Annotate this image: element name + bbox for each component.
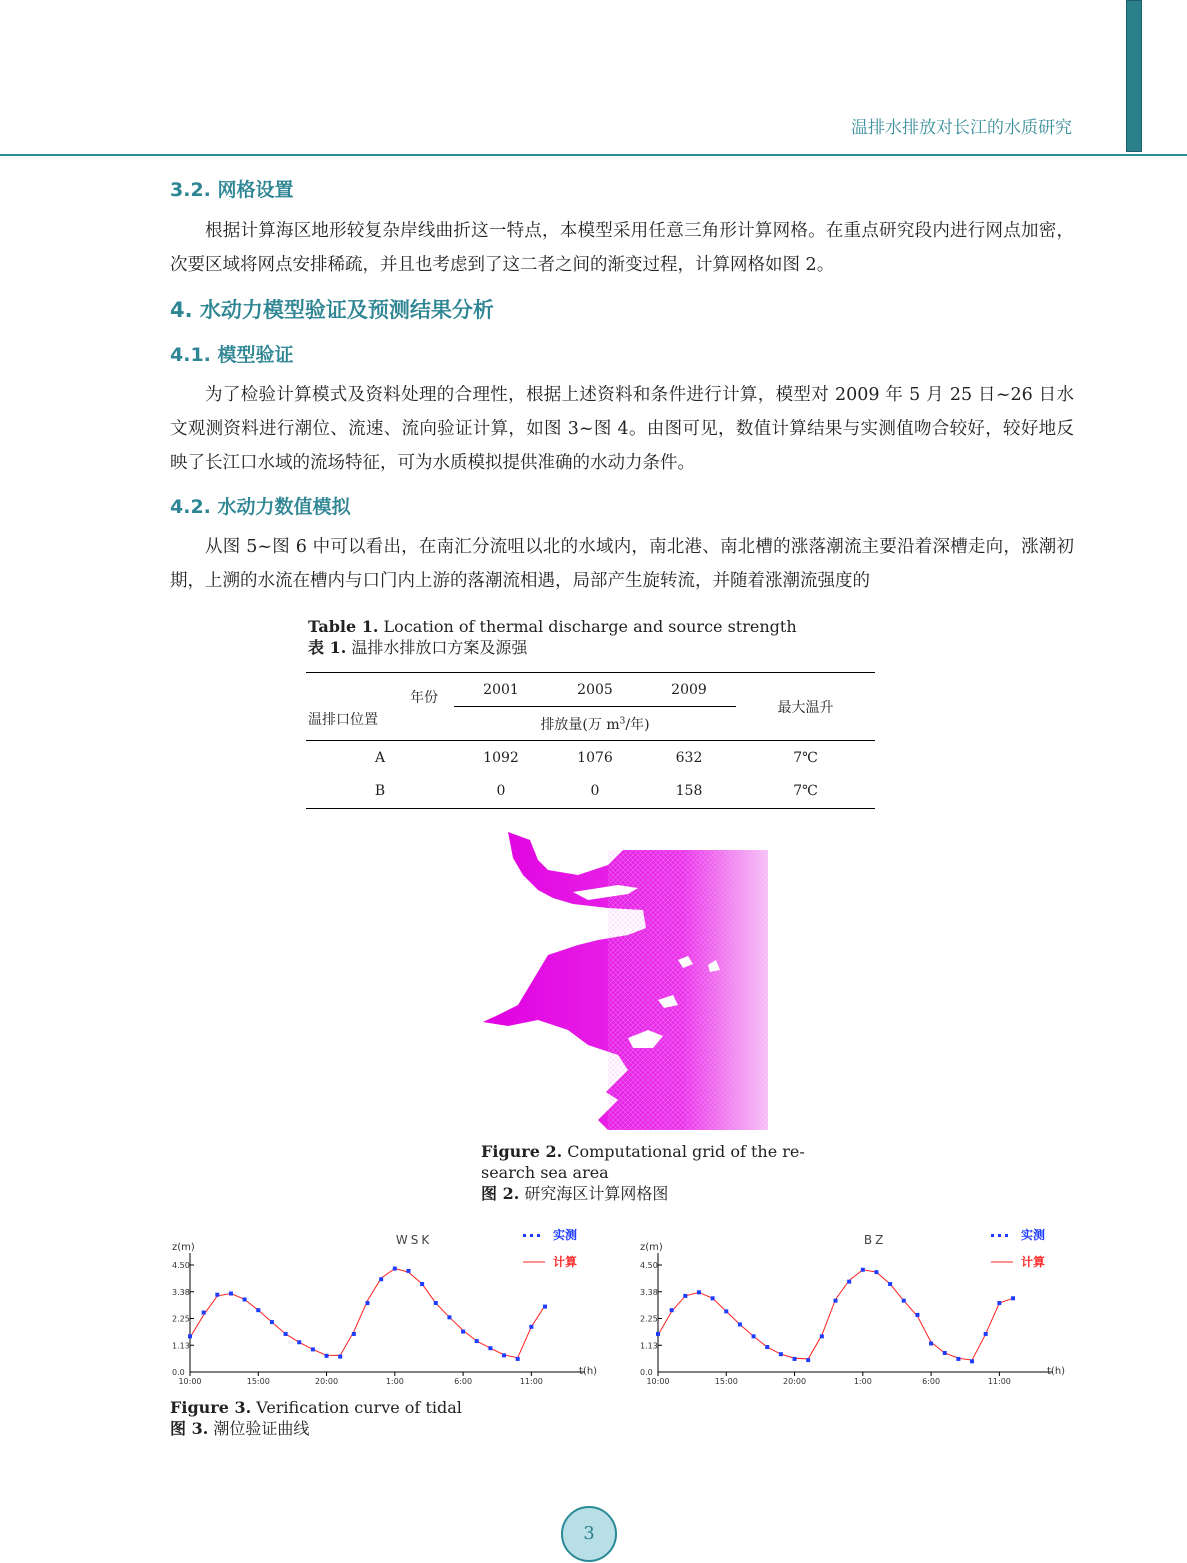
- y-tick-label: 1.13: [640, 1341, 658, 1351]
- legend-marker-observed: [523, 1234, 526, 1237]
- data-point-observed: [874, 1270, 878, 1274]
- para-3-2: 根据计算海区地形较复杂岸线曲折这一特点，本模型采用任意三角形计算网格。在重点研究段内进行网点加密，次要区域将网点安排稀疏，并且也考虑到了这二者之间的渐变过程，计算网格如图 2。: [170, 221, 1074, 275]
- y-tick-label: 4.50: [172, 1261, 190, 1270]
- figure3-caption-en: Figure 3. Verification curve of tidal: [170, 1398, 462, 1417]
- data-point-observed: [820, 1334, 824, 1338]
- data-point-observed: [338, 1355, 342, 1359]
- figure2-caption-en: Figure 2. Computational grid of the re-: [481, 1142, 805, 1161]
- page-number: 3: [561, 1506, 617, 1562]
- y-axis-label: z(m): [640, 1242, 663, 1253]
- data-point-observed: [902, 1299, 906, 1303]
- data-point-observed: [929, 1341, 933, 1345]
- data-point-observed: [915, 1313, 919, 1317]
- data-point-observed: [970, 1359, 974, 1363]
- series-line-computed: [190, 1269, 545, 1358]
- legend-label-computed: 计算: [553, 1255, 578, 1269]
- legend-marker-observed: [530, 1234, 533, 1237]
- heading-4-1: 4.1. 模型验证: [170, 344, 294, 366]
- table1: [306, 672, 875, 809]
- y-tick-label: 0.0: [172, 1368, 185, 1377]
- grid-mesh-overlay: [608, 850, 768, 1130]
- data-point-observed: [543, 1305, 547, 1309]
- tidal-chart-bz: [636, 1222, 1086, 1392]
- data-point-observed: [420, 1282, 424, 1286]
- series-line-computed: [658, 1270, 1013, 1360]
- figure2-caption: [481, 1141, 805, 1204]
- data-point-observed: [888, 1282, 892, 1286]
- data-point-observed: [297, 1340, 301, 1344]
- figure3-caption: [170, 1397, 462, 1439]
- table1-year: 2005: [548, 673, 642, 707]
- table1-caption-en: Table 1. Location of thermal discharge and source strength: [308, 617, 797, 636]
- table1-last-header: 最大温升: [777, 699, 834, 716]
- data-point-observed: [834, 1299, 838, 1303]
- data-point-observed: [393, 1267, 397, 1271]
- data-point-observed: [656, 1332, 660, 1336]
- data-point-observed: [488, 1346, 492, 1350]
- x-tick-label: 1:00: [853, 1377, 872, 1386]
- y-tick-label: 1.13: [172, 1341, 190, 1351]
- legend-label-computed: 计算: [1021, 1255, 1046, 1269]
- data-point-observed: [502, 1353, 506, 1357]
- data-point-observed: [325, 1354, 329, 1358]
- data-point-observed: [311, 1347, 315, 1351]
- y-tick-label: 3.38: [172, 1287, 190, 1297]
- data-point-observed: [229, 1292, 233, 1296]
- x-axis-label: t(h): [579, 1366, 598, 1377]
- data-point-observed: [997, 1301, 1001, 1305]
- data-point-observed: [984, 1332, 988, 1336]
- figure2-caption-en-2: search sea area: [481, 1163, 609, 1182]
- legend-marker-observed: [998, 1234, 1001, 1237]
- data-point-observed: [379, 1277, 383, 1281]
- heading-4-2: 4.2. 水动力数值模拟: [170, 496, 351, 518]
- data-point-observed: [529, 1325, 533, 1329]
- y-tick-label: 0.0: [640, 1368, 653, 1377]
- data-point-observed: [765, 1345, 769, 1349]
- data-point-observed: [447, 1315, 451, 1319]
- data-point-observed: [806, 1358, 810, 1362]
- data-point-observed: [461, 1330, 465, 1334]
- heading-3-2: 3.2. 网格设置: [170, 179, 294, 201]
- x-tick-label: 10:00: [178, 1377, 202, 1386]
- figure2-grid-image: [478, 830, 768, 1132]
- data-point-observed: [793, 1357, 797, 1361]
- legend-marker-observed: [991, 1234, 994, 1237]
- y-tick-label: 2.25: [172, 1314, 190, 1324]
- y-tick-label: 3.38: [640, 1287, 658, 1297]
- x-tick-label: 15:00: [246, 1377, 270, 1386]
- data-point-observed: [243, 1297, 247, 1301]
- data-point-observed: [1011, 1296, 1015, 1300]
- running-title: 温排水排放对长江的水质研究: [851, 118, 1072, 138]
- legend-marker-observed: [537, 1234, 540, 1237]
- x-tick-label: 20:00: [783, 1377, 807, 1386]
- data-point-observed: [670, 1308, 674, 1312]
- x-tick-label: 10:00: [646, 1377, 670, 1386]
- data-point-observed: [434, 1301, 438, 1305]
- data-point-observed: [779, 1352, 783, 1356]
- para-4-1: 为了检验计算模式及资料处理的合理性，根据上述资料和条件进行计算，模型对 2009 年 5 月 25 日~26 日水文观测资料进行潮位、流速、流向验证计算，如图 3~图 4。由图可见，数值计算结果与实测值吻合较好，较好地反映了长江口水域的流场特征，可为水质模拟提供准确的水动力条件。: [170, 385, 1074, 473]
- y-axis-label: z(m): [172, 1242, 195, 1253]
- x-tick-label: 11:00: [987, 1377, 1011, 1386]
- table1-year: 2009: [642, 673, 736, 707]
- x-tick-label: 20:00: [315, 1377, 339, 1386]
- data-point-observed: [284, 1332, 288, 1336]
- data-point-observed: [406, 1269, 410, 1273]
- table1-caption: [308, 616, 797, 658]
- chart-title: WSK: [395, 1233, 433, 1247]
- data-point-observed: [215, 1293, 219, 1297]
- data-point-observed: [711, 1296, 715, 1300]
- table1-year: 2001: [454, 673, 548, 707]
- legend-marker-observed: [1005, 1234, 1008, 1237]
- heading-4: 4. 水动力模型验证及预测结果分析: [170, 298, 494, 322]
- data-point-observed: [724, 1309, 728, 1313]
- table-row: B 0 0 158 7℃: [306, 775, 875, 809]
- x-tick-label: 6:00: [922, 1377, 941, 1386]
- x-tick-label: 1:00: [385, 1377, 404, 1386]
- y-tick-label: 4.50: [640, 1261, 658, 1270]
- data-point-observed: [697, 1290, 701, 1294]
- legend-label-observed: 实测: [553, 1228, 578, 1242]
- figure2-caption-cn: 图 2. 研究海区计算网格图: [481, 1184, 669, 1203]
- x-tick-label: 15:00: [714, 1377, 738, 1386]
- data-point-observed: [270, 1320, 274, 1324]
- table1-subheader: 排放量(万 $m^3/$年): [540, 715, 650, 733]
- table1-corner: 年份 温排口位置: [308, 690, 438, 728]
- tidal-chart-wsk: [168, 1222, 618, 1392]
- figure3-caption-cn: 图 3. 潮位验证曲线: [170, 1419, 310, 1438]
- table1-caption-cn: 表 1. 温排水排放口方案及源强: [308, 638, 528, 657]
- data-point-observed: [256, 1308, 260, 1312]
- x-axis-label: t(h): [1047, 1366, 1066, 1377]
- data-point-observed: [738, 1322, 742, 1326]
- header-rule: [0, 154, 1187, 156]
- data-point-observed: [516, 1357, 520, 1361]
- para-4-2: 从图 5~图 6 中可以看出，在南汇分流咀以北的水域内，南北港、南北槽的涨落潮流主要沿着深槽走向，涨潮初期，上溯的水流在槽内与口门内上游的落潮流相遇，局部产生旋转流，并随着涨潮流强度的: [170, 537, 1074, 591]
- table-row: A 1092 1076 632 7℃: [374, 749, 818, 766]
- x-tick-label: 11:00: [519, 1377, 543, 1386]
- data-point-observed: [188, 1334, 192, 1338]
- data-point-observed: [202, 1311, 206, 1315]
- data-point-observed: [352, 1332, 356, 1336]
- data-point-observed: [366, 1301, 370, 1305]
- data-point-observed: [847, 1280, 851, 1284]
- data-point-observed: [752, 1334, 756, 1338]
- data-point-observed: [861, 1268, 865, 1272]
- x-tick-label: 6:00: [454, 1377, 473, 1386]
- data-point-observed: [683, 1294, 687, 1298]
- data-point-observed: [475, 1339, 479, 1343]
- data-point-observed: [956, 1357, 960, 1361]
- y-tick-label: 2.25: [640, 1314, 658, 1324]
- chart-title: BZ: [863, 1233, 887, 1247]
- data-point-observed: [943, 1351, 947, 1355]
- legend-label-observed: 实测: [1021, 1228, 1046, 1242]
- header-accent-bar: [1126, 0, 1142, 152]
